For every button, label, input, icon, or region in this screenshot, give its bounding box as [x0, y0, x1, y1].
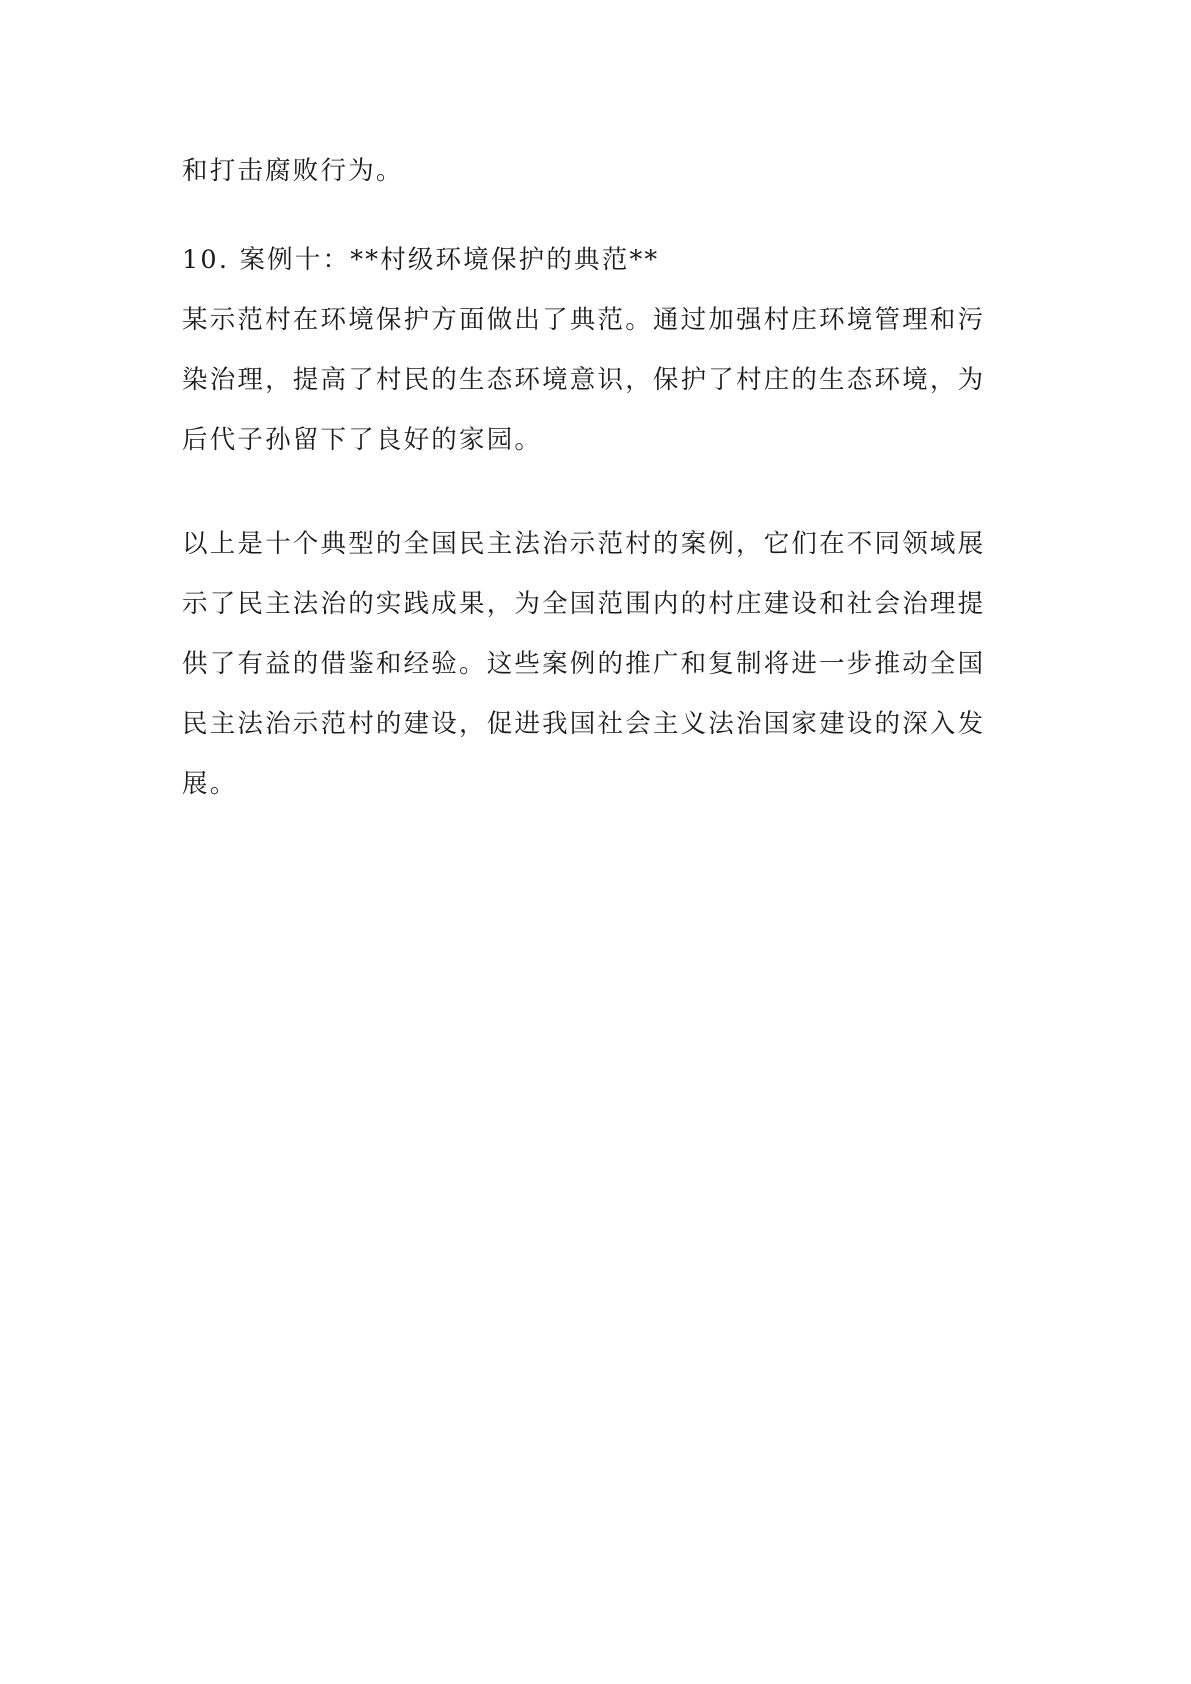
paragraph-line: 后代子孙留下了良好的家园。 — [182, 425, 543, 455]
case-ten-heading: 10. 案例十：**村级环境保护的典范** — [182, 245, 660, 275]
case-ten-section — [182, 230, 1022, 470]
continuation-paragraph — [182, 141, 1022, 201]
paragraph-line: 展。 — [182, 769, 238, 799]
paragraph-line: 以上是十个典型的全国民主法治示范村的案例，它们在不同领域展 — [182, 529, 986, 559]
paragraph-line: 染治理，提高了村民的生态环境意识，保护了村庄的生态环境，为 — [182, 365, 986, 395]
paragraph-line: 民主法治示范村的建设，促进我国社会主义法治国家建设的深入发 — [182, 709, 986, 739]
conclusion-paragraph — [182, 514, 1022, 814]
paragraph-line: 示了民主法治的实践成果，为全国范围内的村庄建设和社会治理提 — [182, 589, 986, 619]
paragraph-line: 和打击腐败行为。 — [182, 156, 404, 186]
paragraph-line: 供了有益的借鉴和经验。这些案例的推广和复制将进一步推动全国 — [182, 649, 986, 679]
paragraph-line: 某示范村在环境保护方面做出了典范。通过加强村庄环境管理和污 — [182, 305, 986, 335]
